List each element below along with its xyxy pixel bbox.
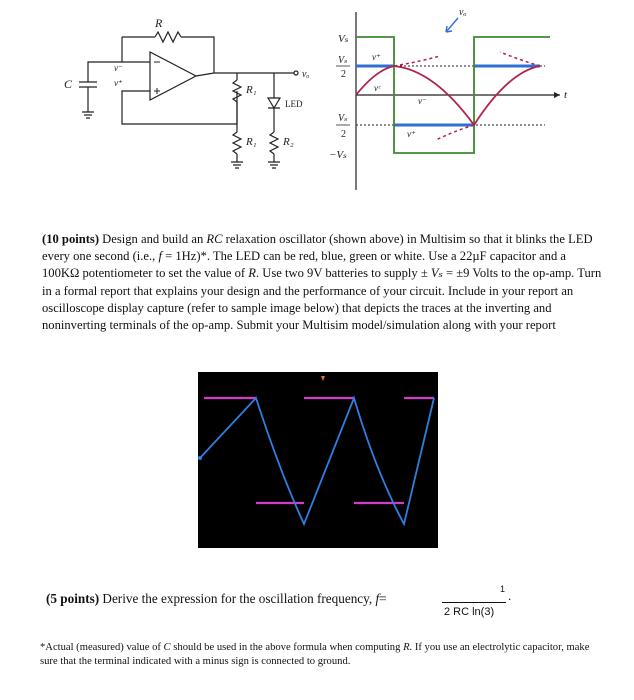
formula-period: . (508, 588, 512, 603)
derivation-f: f (375, 591, 380, 606)
label-neg-vs-half: Vₛ (338, 113, 348, 124)
formula-bar (442, 602, 506, 603)
label-r2: R₂ (283, 136, 294, 148)
circuit-schematic (79, 32, 298, 168)
label-neg-half-den: 2 (341, 129, 346, 140)
formula-denominator: 2 RC ln(3) (444, 606, 495, 618)
capacitor (79, 82, 97, 87)
resistor-r1-b (233, 132, 241, 154)
problem-text-2: relaxation oscillator (shown above) in Multisim so that it blinks the LED every one second (i.e., (42, 232, 593, 264)
label-vc: vᶜ (374, 83, 381, 93)
footnote-text-2: should be used in the above formula when computing (170, 642, 404, 653)
derivation-points: (5 points) (46, 591, 100, 606)
derivation-question (46, 591, 387, 607)
label-vs-top: Vₛ (338, 33, 349, 45)
formula-numerator: 1 (500, 584, 506, 594)
problem-statement (42, 231, 602, 334)
trigger-marker-icon (321, 376, 325, 381)
footnote (40, 641, 600, 669)
label-r1-a: R₁ (246, 84, 257, 96)
derivation-text: Derive the expression for the oscillation frequency, (99, 591, 376, 606)
label-v-plus-1: v⁺ (372, 52, 381, 62)
label-vo: vₒ (302, 69, 310, 80)
time-axis-arrow-icon (554, 92, 560, 98)
resistor-r2 (270, 132, 278, 154)
label-neg-vs: −Vₛ (329, 149, 347, 161)
footnote-r: R (403, 642, 410, 653)
resistor-r (155, 32, 181, 42)
problem-text-5: = ±9 Volts to the op-amp. Turn in a formal report that explains your design and the performance of your circuit. Include in your report an oscilloscope display capture (refer to sample image below) that depicts the traces at the inverting and noninverting terminals of the op-amp. Submit your Multisim model/simulation along with your report (42, 266, 602, 333)
trace-ramp (200, 398, 434, 524)
label-vo-wave: vₒ (459, 7, 467, 18)
oscilloscope-capture (198, 372, 438, 548)
problem-points: (10 points) (42, 232, 100, 246)
derivation-eq: = (379, 591, 387, 606)
waveform-diagram (336, 12, 560, 190)
label-vs-half: Vₛ (338, 55, 348, 66)
problem-text-1: Design and build an (99, 232, 207, 246)
problem-text-4: . Use two 9V batteries to supply ± (255, 266, 431, 281)
oscilloscope-traces (198, 372, 438, 548)
frequency-formula (442, 584, 514, 624)
label-r-top: R (155, 16, 163, 30)
footnote-text-3: . If you use an electrolytic capacitor, make sure that the terminal indicated with a minus sign is connected to ground. (40, 642, 590, 667)
label-c: C (64, 77, 73, 91)
problem-f: f (158, 249, 162, 264)
label-v-minus: v⁻ (114, 63, 123, 73)
problem-text-3: = 1Hz)*. The LED can be red, blue, green or white. Use a 22µF capacitor and a 100KΩ potentiometer to set the value of (42, 249, 566, 281)
led-symbol (268, 98, 280, 108)
label-v-minus-wave: v⁻ (418, 96, 427, 106)
label-t: t (564, 89, 568, 101)
problem-vs: Vₛ (430, 266, 443, 281)
ground-marker-icon (198, 456, 202, 460)
circuit-labels (64, 16, 309, 148)
vo-pointer-arrow-icon (446, 18, 458, 32)
label-v-plus-2: v⁺ (407, 129, 416, 139)
footnote-text-1: *Actual (measured) value of (40, 642, 164, 653)
problem-rc: RC (206, 232, 223, 246)
label-r1-b: R₁ (246, 136, 257, 148)
problem-r: R (248, 266, 256, 281)
top-figure (0, 0, 634, 200)
footnote-c: C (163, 642, 171, 653)
label-led: LED (285, 99, 303, 109)
label-v-plus: v⁺ (114, 78, 123, 88)
label-half-den: 2 (341, 69, 346, 80)
